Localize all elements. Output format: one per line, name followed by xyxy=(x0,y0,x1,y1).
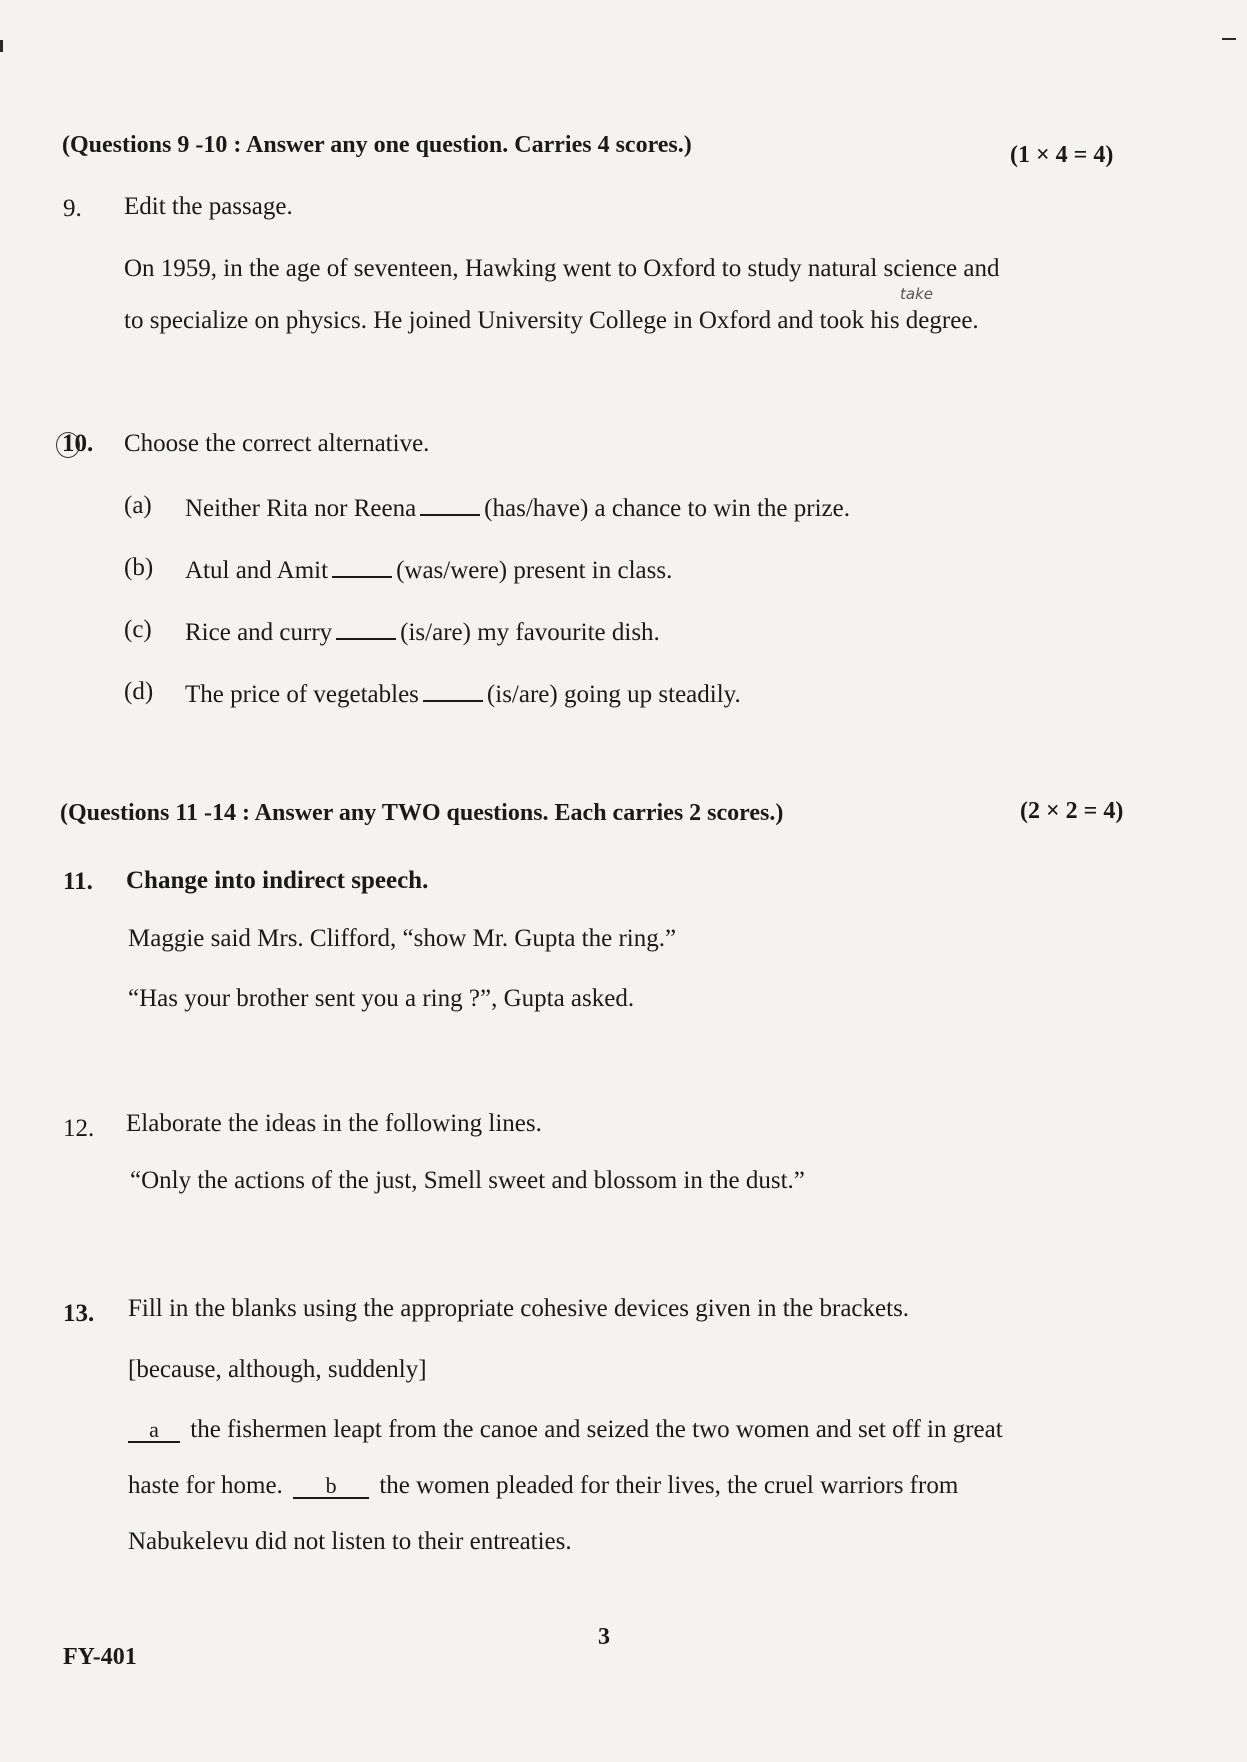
question-number-text: 10. xyxy=(62,430,94,457)
item-text: (has/have) a chance to win the prize. xyxy=(484,495,850,522)
passage-line: On 1959, in the age of seventeen, Hawking went to Oxford to study natural science and xyxy=(124,255,1000,282)
item-text: Atul and Amit xyxy=(185,557,329,584)
question-number xyxy=(62,430,93,458)
circle-mark xyxy=(56,432,80,458)
section-score: (2 × 2 = 4) xyxy=(1020,798,1124,824)
question-line: “Has your brother sent you a ring ?”, Gupta asked. xyxy=(128,985,635,1012)
option-label: (a) xyxy=(124,492,152,519)
passage-line xyxy=(128,1472,958,1500)
passage-text: haste for home. xyxy=(128,1472,283,1499)
handwritten-correction: take xyxy=(900,285,933,303)
paper-code: FY-401 xyxy=(63,1644,137,1670)
item-text: Neither Rita nor Reena xyxy=(185,495,417,522)
passage-text: the women pleaded for their lives, the cruel warriors from xyxy=(379,1472,959,1499)
answer-blank: b xyxy=(293,1475,369,1499)
answer-blank xyxy=(332,554,392,578)
question-prompt: Edit the passage. xyxy=(124,193,293,220)
quoted-lines: “Only the actions of the just, Smell sweet and blossom in the dust.” xyxy=(130,1167,805,1194)
option-label: (c) xyxy=(124,616,152,643)
section-instruction: (Questions 9 -10 : Answer any one question. Carries 4 scores.) xyxy=(62,132,692,158)
question-number: 11. xyxy=(63,868,93,895)
answer-blank xyxy=(420,492,480,516)
passage-line xyxy=(128,1416,1003,1444)
answer-blank xyxy=(423,678,483,702)
item-text: The price of vegetables xyxy=(185,681,419,708)
answer-blank xyxy=(336,616,396,640)
list-item xyxy=(185,616,660,647)
passage-line: Nabukelevu did not listen to their entreaties. xyxy=(128,1528,572,1555)
question-prompt: Fill in the blanks using the appropriate cohesive devices given in the brackets. xyxy=(128,1295,910,1322)
question-prompt: Change into indirect speech. xyxy=(126,867,429,894)
passage-text: the fishermen leapt from the canoe and seized the two women and set off in great xyxy=(190,1416,1003,1443)
question-number: 12. xyxy=(63,1115,95,1142)
list-item xyxy=(185,554,672,585)
list-item xyxy=(185,492,850,523)
option-label: (d) xyxy=(124,678,154,705)
section-instruction: (Questions 11 -14 : Answer any TWO questions. Each carries 2 scores.) xyxy=(60,800,784,826)
item-text: Rice and curry xyxy=(185,619,333,646)
list-item xyxy=(185,678,741,709)
question-line: Maggie said Mrs. Clifford, “show Mr. Gupta the ring.” xyxy=(128,925,677,952)
question-number: 9. xyxy=(63,195,82,222)
question-number: 13. xyxy=(63,1300,95,1327)
item-text: (is/are) my favourite dish. xyxy=(400,619,660,646)
question-prompt: Choose the correct alternative. xyxy=(124,430,430,457)
item-text: (is/are) going up steadily. xyxy=(486,681,741,708)
option-label: (b) xyxy=(124,554,154,581)
scan-mark xyxy=(1222,38,1236,40)
item-text: (was/were) present in class. xyxy=(396,557,673,584)
scan-mark xyxy=(0,40,3,52)
question-prompt: Elaborate the ideas in the following lines. xyxy=(126,1110,542,1137)
passage-line: to specialize on physics. He joined University College in Oxford and took his degree. xyxy=(124,307,979,334)
section-score: (1 × 4 = 4) xyxy=(1010,142,1114,168)
answer-blank: a xyxy=(128,1419,180,1443)
options-list: [because, although, suddenly] xyxy=(128,1356,427,1383)
page-number: 3 xyxy=(598,1624,610,1650)
